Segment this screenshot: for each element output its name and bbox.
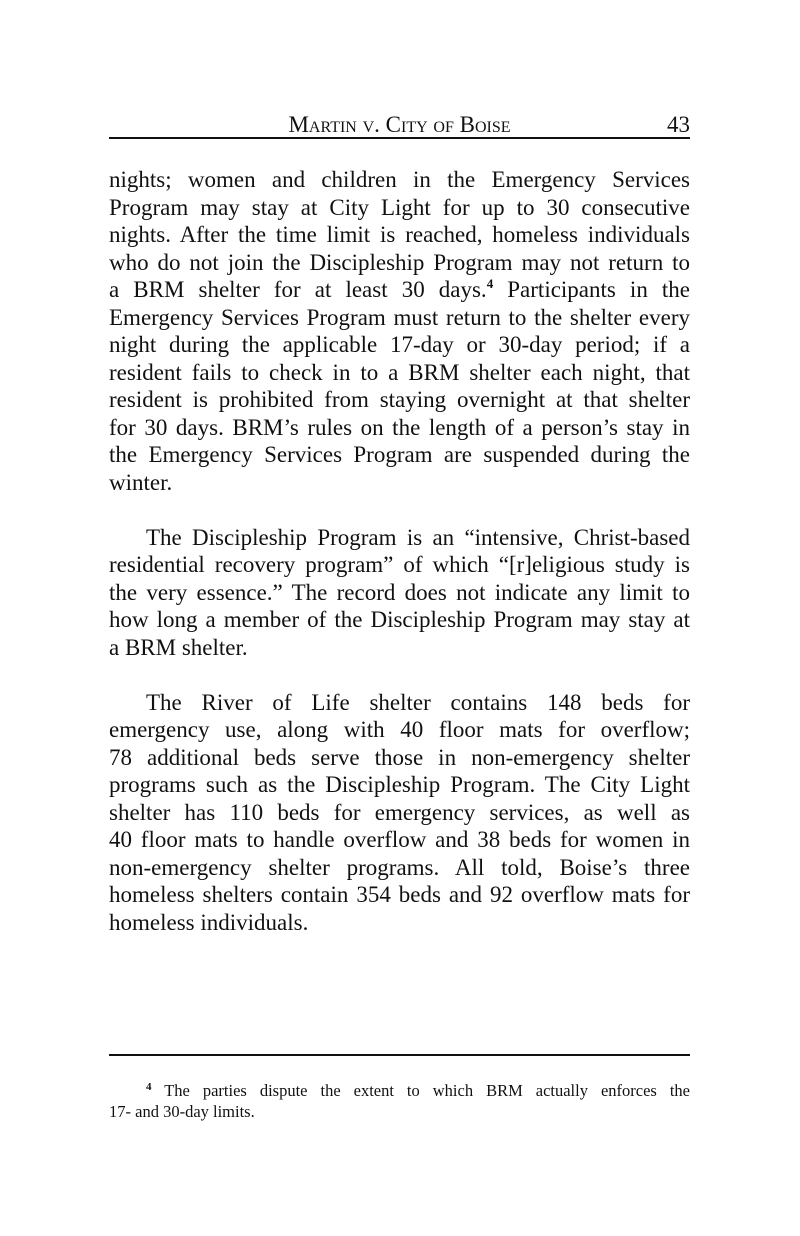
text-line: nights; women and children in the Emergency Services: [109, 167, 690, 192]
text-line: residential recovery program” of which “[r]eligious study is: [109, 552, 690, 577]
text-line: 40 floor mats to handle overflow and 38 beds for women in: [109, 827, 690, 852]
text-line: for 30 days. BRM’s rules on the length of a person’s stay in: [109, 414, 690, 440]
text-line: 78 additional beds serve those in non-emergency shelter: [109, 744, 690, 770]
footnote-line: [109, 1080, 690, 1101]
text-line: night during the applicable 17-day or 30-day period; if a: [109, 332, 690, 357]
text-line: a BRM shelter.: [109, 634, 248, 660]
text-line: The Discipleship Program is an “intensive, Christ-based: [146, 524, 690, 550]
text-line: homeless shelters contain 354 beds and 92 overflow mats for: [109, 882, 690, 907]
page-number: 43: [667, 112, 690, 137]
text-line: emergency use, along with 40 floor mats for overflow;: [109, 717, 690, 742]
text-line: The River of Life shelter contains 148 beds for: [146, 689, 690, 715]
text-line: Emergency Services Program must return to the shelter every: [109, 304, 690, 330]
body-text: [109, 166, 690, 964]
text-line: nights. After the time limit is reached, homeless individuals: [109, 222, 690, 247]
text-line: a BRM shelter for at least 30 days.$^4$ Participants in the: [109, 276, 691, 302]
running-header: [109, 112, 690, 138]
header-rule: [109, 137, 690, 139]
text-line: resident is prohibited from staying overnight at that shelter: [109, 387, 690, 412]
text-line: shelter has 110 beds for emergency services, as well as: [109, 799, 690, 825]
footnote: [109, 1080, 690, 1122]
text-line: how long a member of the Discipleship Program may stay at: [109, 607, 690, 632]
case-title: Martin v. City of Boise: [288, 112, 511, 137]
text-line: Program may stay at City Light for up to 30 consecutive: [109, 194, 690, 220]
text-line: programs such as the Discipleship Program. The City Light: [109, 772, 690, 797]
text-line: non-emergency shelter programs. All told, Boise’s three: [109, 854, 690, 880]
text-line: the very essence.” The record does not indicate any limit to: [109, 579, 690, 605]
footnote-text: The parties dispute the extent to which BRM actually enforces the: [164, 1081, 691, 1100]
text-line: resident fails to check in to a BRM shelter each night, that: [109, 359, 690, 385]
text-line: winter.: [109, 469, 173, 495]
paragraph: [109, 689, 690, 937]
text-line: who do not join the Discipleship Program may not return to: [109, 249, 690, 275]
footnote-marker: 4: [146, 1081, 152, 1093]
text-line: the Emergency Services Program are suspended during the: [109, 442, 690, 467]
footnote-reference[interactable]: 4: [486, 276, 494, 291]
paragraph: [109, 166, 690, 496]
paragraph: [109, 524, 690, 662]
text-line: homeless individuals.: [109, 909, 309, 935]
footnote-rule: [109, 1054, 690, 1056]
footnote-line: 17- and 30-day limits.: [109, 1102, 255, 1121]
